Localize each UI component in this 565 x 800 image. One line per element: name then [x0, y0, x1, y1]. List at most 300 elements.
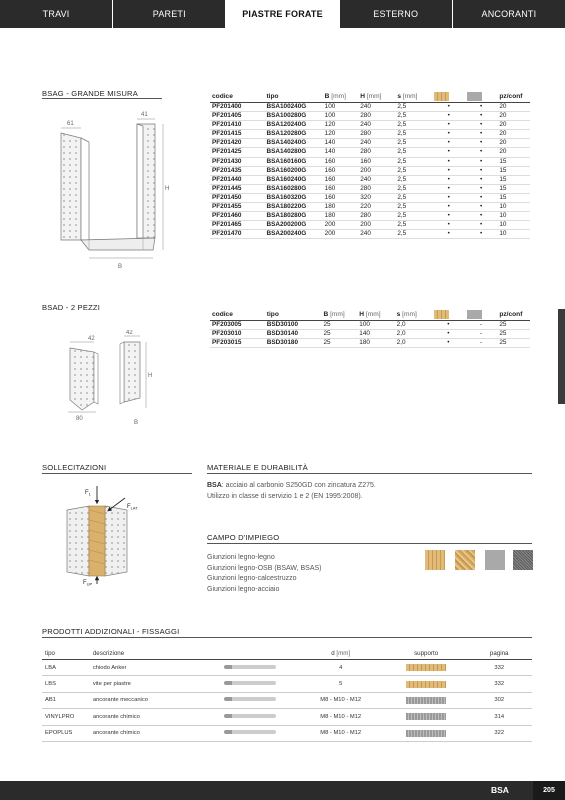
table-row: [42, 660, 532, 676]
cell-b: 160: [323, 175, 359, 184]
cell-concrete: -: [465, 321, 498, 330]
bsad-dim-c: 80: [76, 416, 83, 422]
col-b-label: B: [324, 92, 330, 100]
cell-h: 160: [358, 157, 395, 166]
cell-codice: PF201400: [210, 103, 264, 112]
cell-concrete: •: [465, 121, 497, 130]
cell-descrizione: ancorante chimico: [90, 725, 205, 741]
cell-pz: 20: [497, 148, 530, 157]
cell-concrete: •: [465, 166, 497, 175]
bsad-table-header: [210, 308, 530, 321]
cell-wood: •: [432, 148, 464, 157]
cell-codice: PF201425: [210, 148, 264, 157]
force-f1-label: [85, 490, 92, 497]
cell-b: 180: [323, 212, 359, 221]
cell-s: 2,5: [395, 184, 432, 193]
cell-supporto: [386, 692, 467, 708]
page-number: 205: [533, 781, 565, 800]
col-codice: codice: [210, 308, 265, 321]
bsad-drawing: [60, 330, 160, 430]
concrete-support-icon: [467, 92, 482, 101]
cell-fastener-image: [205, 692, 296, 708]
table-row: [210, 321, 530, 330]
cell-tipo: BSD30140: [265, 330, 322, 339]
cell-wood: •: [432, 203, 464, 212]
footer-bar: [0, 781, 565, 800]
cell-b: 160: [323, 166, 359, 175]
col-s-label: s: [397, 92, 402, 100]
cell-b: 25: [321, 330, 357, 339]
cell-h: 280: [358, 130, 395, 139]
force-flat-main: F: [127, 504, 131, 510]
cell-supporto: [386, 660, 467, 676]
table-row: [42, 692, 532, 708]
cell-concrete: •: [465, 112, 497, 121]
col-b-unit: [mm]: [330, 310, 345, 318]
cell-s: 2,0: [395, 330, 432, 339]
cell-b: 140: [323, 139, 359, 148]
cell-s: 2,5: [395, 121, 432, 130]
cell-pz: 20: [497, 130, 530, 139]
campo-item: Giunzioni legno-calcestruzzo: [207, 575, 297, 582]
cell-tipo: BSD30180: [265, 339, 322, 348]
cell-concrete: -: [465, 330, 498, 339]
cell-codice: PF201455: [210, 203, 264, 212]
cell-s: 2,5: [395, 230, 432, 239]
cell-wood: •: [432, 175, 464, 184]
col-supporto: supporto: [386, 647, 467, 660]
table-row: [210, 103, 530, 112]
table-row: [210, 166, 530, 175]
cell-codice: PF203015: [210, 339, 265, 348]
cell-wood: •: [432, 184, 464, 193]
campo-title: CAMPO D'IMPIEGO: [207, 533, 280, 542]
cell-tipo: BSA180280G: [264, 212, 322, 221]
concrete-support-icon: [467, 310, 482, 319]
cell-pagina: 322: [466, 725, 532, 741]
cell-descrizione: vite per piastre: [90, 676, 205, 692]
table-row: [210, 112, 530, 121]
col-tipo: tipo: [42, 647, 90, 660]
bsag-table-body: [210, 103, 530, 239]
cell-pagina: 332: [466, 660, 532, 676]
wood-support-icon: [434, 310, 449, 319]
col-s: [395, 308, 432, 321]
table-row: [210, 330, 530, 339]
col-h-label: H: [360, 92, 365, 100]
cell-fastener-image: [205, 709, 296, 725]
cell-supporto: [386, 676, 467, 692]
forces-diagram: [55, 480, 165, 590]
col-s-label: s: [396, 310, 401, 318]
col-d: [296, 647, 386, 660]
cell-wood: •: [432, 130, 464, 139]
cell-codice: PF201470: [210, 230, 264, 239]
wood-swatch: [425, 550, 445, 570]
bsad-title: BSAD - 2 PEZZI: [42, 303, 101, 312]
sollecitazioni-title: SOLLECITAZIONI: [42, 463, 107, 472]
col-pz: pz/conf: [497, 90, 530, 103]
table-row: [210, 339, 530, 348]
cell-b: 160: [323, 193, 359, 202]
prodotti-table: [42, 647, 532, 742]
tab-travi[interactable]: TRAVI: [0, 0, 113, 28]
col-pagina: pagina: [466, 647, 532, 660]
col-h-unit: [mm]: [365, 310, 381, 318]
cell-fastener-image: [205, 725, 296, 741]
cell-pz: 15: [497, 166, 530, 175]
col-h-label: H: [359, 310, 365, 318]
bsad-dim-a: 42: [88, 336, 95, 342]
wood-support-icon: [434, 92, 449, 101]
cell-codice: PF203010: [210, 330, 265, 339]
cell-concrete: •: [465, 230, 497, 239]
bsag-table-header: [210, 90, 530, 103]
cell-pz: 20: [497, 112, 530, 121]
cell-pz: 20: [497, 139, 530, 148]
cell-pz: 15: [497, 184, 530, 193]
col-b: [323, 90, 359, 103]
concrete-support-icon: [406, 730, 446, 737]
tab-pareti[interactable]: PARETI: [113, 0, 226, 28]
campo-list: [207, 553, 427, 595]
tab-esterno[interactable]: ESTERNO: [340, 0, 453, 28]
col-tipo: tipo: [265, 308, 322, 321]
cell-wood: •: [432, 139, 464, 148]
col-pz: pz/conf: [497, 308, 530, 321]
bsad-table: [210, 308, 530, 348]
cell-h: 100: [357, 321, 394, 330]
cell-d: M8 - M10 - M12: [296, 725, 386, 741]
table-row: [210, 230, 530, 239]
cell-tipo: LBS: [42, 676, 90, 692]
cell-h: 320: [358, 193, 395, 202]
campo-item: Giunzioni legno-OSB (BSAW, BSAS): [207, 564, 322, 572]
cell-wood: •: [432, 330, 465, 339]
concrete-swatch: [485, 550, 505, 570]
cell-wood: •: [432, 166, 464, 175]
bsag-dim-w: B: [118, 264, 123, 270]
col-wood: [432, 308, 465, 321]
cell-pz: 10: [497, 221, 530, 230]
cell-b: 25: [321, 339, 357, 348]
cell-b: 100: [323, 112, 359, 121]
cell-h: 240: [358, 121, 395, 130]
cell-tipo: BSA100240G: [264, 103, 322, 112]
bsag-drawing: [55, 108, 175, 278]
table-row: [42, 709, 532, 725]
cell-tipo: BSA160240G: [264, 175, 322, 184]
cell-supporto: [386, 725, 467, 741]
wood-support-icon: [406, 664, 446, 671]
cell-codice: PF201430: [210, 157, 264, 166]
cell-pz: 15: [497, 193, 530, 202]
cell-b: 25: [321, 321, 357, 330]
cell-fastener-image: [205, 660, 296, 676]
cell-b: 120: [323, 121, 359, 130]
anchor-icon: [224, 714, 276, 718]
cell-pagina: 314: [466, 709, 532, 725]
cell-pz: 20: [497, 103, 530, 112]
cell-concrete: -: [465, 339, 498, 348]
cell-wood: •: [432, 157, 464, 166]
campo-rule: [207, 543, 532, 544]
bsag-dim-a: 61: [67, 121, 74, 127]
campo-item: Giunzioni legno-acciaio: [207, 585, 280, 593]
cell-tipo: EPOPLUS: [42, 725, 90, 741]
cell-s: 2,5: [395, 112, 432, 121]
cell-s: 2,5: [395, 139, 432, 148]
cell-tipo: BSA140240G: [264, 139, 322, 148]
bsad-dim-b: 42: [126, 330, 133, 336]
cell-concrete: •: [465, 193, 497, 202]
force-fup-main: F: [83, 580, 87, 586]
cell-codice: PF203005: [210, 321, 265, 330]
cell-tipo: BSA140280G: [264, 148, 322, 157]
cell-tipo: BSA160200G: [264, 166, 322, 175]
cell-h: 180: [357, 339, 394, 348]
col-h-unit: [mm]: [366, 92, 382, 100]
cell-wood: •: [432, 321, 465, 330]
tab-piastre-forate[interactable]: PIASTRE FORATE: [226, 0, 339, 28]
cell-s: 2,5: [395, 203, 432, 212]
bsad-table-body: [210, 321, 530, 348]
wood-support-icon: [406, 681, 446, 688]
cell-codice: PF201445: [210, 184, 264, 193]
col-s-unit: [mm]: [402, 92, 418, 100]
cell-codice: PF201435: [210, 166, 264, 175]
cell-pz: 10: [497, 203, 530, 212]
cell-pz: 15: [497, 157, 530, 166]
cell-h: 240: [358, 103, 395, 112]
materiale-line2: Utilizzo in classe di servizio 1 e 2 (EN 1995:2008).: [207, 492, 363, 500]
cell-d: M8 - M10 - M12: [296, 709, 386, 725]
cell-d: 4: [296, 660, 386, 676]
force-f1-main: F: [85, 490, 89, 496]
cell-wood: •: [432, 230, 464, 239]
bsag-table: [210, 90, 530, 239]
cell-wood: •: [432, 212, 464, 221]
force-flat-sub: LAT: [130, 505, 138, 511]
table-row: [210, 139, 530, 148]
force-flat-label: [127, 504, 138, 511]
cell-codice: PF201420: [210, 139, 264, 148]
cell-supporto: [386, 709, 467, 725]
cell-h: 200: [358, 221, 395, 230]
col-s-unit: [mm]: [402, 310, 417, 318]
cell-tipo: BSA160280G: [264, 184, 322, 193]
cell-b: 120: [323, 130, 359, 139]
col-b-label: B: [323, 310, 329, 318]
table-row: [210, 130, 530, 139]
concrete-support-icon: [406, 697, 446, 704]
cell-s: 2,5: [395, 148, 432, 157]
cell-concrete: •: [465, 184, 497, 193]
col-tipo: tipo: [264, 90, 322, 103]
col-h: [357, 308, 394, 321]
sollecitazioni-rule: [42, 473, 192, 474]
cell-s: 2,5: [395, 175, 432, 184]
osb-swatch: [455, 550, 475, 570]
cell-tipo: BSA200200G: [264, 221, 322, 230]
bsag-title-rule: [42, 98, 162, 99]
cell-d: M8 - M10 - M12: [296, 692, 386, 708]
cell-b: 200: [323, 221, 359, 230]
materiale-bold: BSA: [207, 482, 222, 489]
col-b: [321, 308, 357, 321]
cell-b: 160: [323, 157, 359, 166]
cell-concrete: •: [465, 221, 497, 230]
table-row: [210, 175, 530, 184]
prodotti-rule: [42, 637, 532, 638]
cell-concrete: •: [465, 203, 497, 212]
cell-s: 2,5: [395, 193, 432, 202]
cell-concrete: •: [465, 212, 497, 221]
col-d-unit: [mm]: [336, 649, 351, 657]
tab-ancoranti[interactable]: ANCORANTI: [481, 9, 537, 19]
cell-s: 2,0: [395, 321, 432, 330]
cell-s: 2,5: [395, 166, 432, 175]
cell-h: 280: [358, 148, 395, 157]
cell-s: 2,0: [395, 339, 432, 348]
cell-h: 240: [358, 139, 395, 148]
col-image: [205, 647, 296, 660]
cell-wood: •: [432, 221, 464, 230]
cell-h: 280: [358, 212, 395, 221]
col-d-label: d: [331, 649, 335, 657]
table-row: [210, 121, 530, 130]
screw-icon: [224, 665, 276, 669]
cell-h: 240: [358, 230, 395, 239]
steel-swatch: [513, 550, 533, 570]
cell-tipo: BSA180220G: [264, 203, 322, 212]
cell-codice: PF201460: [210, 212, 264, 221]
cell-b: 160: [323, 184, 359, 193]
cell-concrete: •: [465, 175, 497, 184]
cell-tipo: BSA100280G: [264, 112, 322, 121]
cell-codice: PF201450: [210, 193, 264, 202]
cell-wood: •: [432, 339, 465, 348]
cell-pz: 25: [497, 330, 530, 339]
materiale-text: [207, 481, 537, 502]
cell-b: 180: [323, 203, 359, 212]
table-row: [42, 725, 532, 741]
cell-h: 140: [357, 330, 394, 339]
cell-codice: PF201415: [210, 130, 264, 139]
cell-h: 200: [358, 166, 395, 175]
cell-concrete: •: [465, 130, 497, 139]
cell-tipo: BSA160320G: [264, 193, 322, 202]
cell-concrete: •: [465, 157, 497, 166]
cell-d: 5: [296, 676, 386, 692]
cell-tipo: BSA120280G: [264, 130, 322, 139]
cell-s: 2,5: [395, 221, 432, 230]
table-row: [210, 193, 530, 202]
cell-tipo: BSA200240G: [264, 230, 322, 239]
bsad-dim-h: H: [148, 373, 153, 379]
col-codice: codice: [210, 90, 264, 103]
cell-codice: PF201440: [210, 175, 264, 184]
table-row: [210, 203, 530, 212]
cell-pz: 25: [497, 321, 530, 330]
cell-wood: •: [432, 121, 464, 130]
cell-pz: 25: [497, 339, 530, 348]
campo-item: Giunzioni legno-legno: [207, 554, 275, 561]
cell-descrizione: chiodo Anker: [90, 660, 205, 676]
cell-h: 220: [358, 203, 395, 212]
table-row: [210, 221, 530, 230]
cell-b: 100: [323, 103, 359, 112]
materiale-line1: : acciaio al carbonio S250GD con zincatura Z275.: [221, 482, 376, 489]
anchor-icon: [224, 697, 276, 701]
cell-codice: PF201465: [210, 221, 264, 230]
anchor-icon: [224, 730, 276, 734]
cell-pz: 10: [497, 230, 530, 239]
cell-s: 2,5: [395, 130, 432, 139]
table-row: [210, 184, 530, 193]
table-row: [210, 148, 530, 157]
cell-codice: PF201405: [210, 112, 264, 121]
cell-tipo: BSD30100: [265, 321, 322, 330]
prodotti-table-header: [42, 647, 532, 660]
cell-s: 2,5: [395, 157, 432, 166]
section-side-marker: [558, 309, 565, 404]
table-row: [210, 157, 530, 166]
force-fup-label: [83, 580, 93, 587]
table-row: [210, 212, 530, 221]
cell-codice: PF201410: [210, 121, 264, 130]
cell-tipo: BSA160160G: [264, 157, 322, 166]
materiale-title: MATERIALE E DURABILITÀ: [207, 463, 308, 472]
cell-h: 240: [358, 175, 395, 184]
bsag-title: BSAG - GRANDE MISURA: [42, 89, 138, 98]
prodotti-title: PRODOTTI ADDIZIONALI - FISSAGGI: [42, 627, 180, 636]
footer-product-code: BSA: [491, 785, 509, 795]
cell-concrete: •: [465, 139, 497, 148]
cell-concrete: •: [465, 103, 497, 112]
cell-pagina: 332: [466, 676, 532, 692]
col-wood: [432, 90, 464, 103]
cell-wood: •: [432, 103, 464, 112]
bsag-dim-h: H: [165, 186, 170, 192]
cell-b: 140: [323, 148, 359, 157]
force-f1-sub: 1: [88, 491, 91, 497]
cell-wood: •: [432, 112, 464, 121]
prodotti-table-body: [42, 660, 532, 742]
table-row: [42, 676, 532, 692]
cell-tipo: LBA: [42, 660, 90, 676]
bsad-dim-w: B: [134, 420, 139, 426]
cell-b: 200: [323, 230, 359, 239]
cell-wood: •: [432, 193, 464, 202]
col-b-unit: [mm]: [331, 92, 346, 100]
col-concrete: [465, 90, 497, 103]
top-nav: [0, 0, 565, 28]
cell-tipo: BSA120240G: [264, 121, 322, 130]
cell-fastener-image: [205, 676, 296, 692]
cell-s: 2,5: [395, 103, 432, 112]
cell-concrete: •: [465, 148, 497, 157]
cell-tipo: AB1: [42, 692, 90, 708]
cell-pagina: 302: [466, 692, 532, 708]
cell-descrizione: ancorante chimico: [90, 709, 205, 725]
col-h: [358, 90, 395, 103]
cell-pz: 20: [497, 121, 530, 130]
cell-h: 280: [358, 112, 395, 121]
col-concrete: [465, 308, 498, 321]
col-s: [395, 90, 432, 103]
concrete-support-icon: [406, 713, 446, 720]
